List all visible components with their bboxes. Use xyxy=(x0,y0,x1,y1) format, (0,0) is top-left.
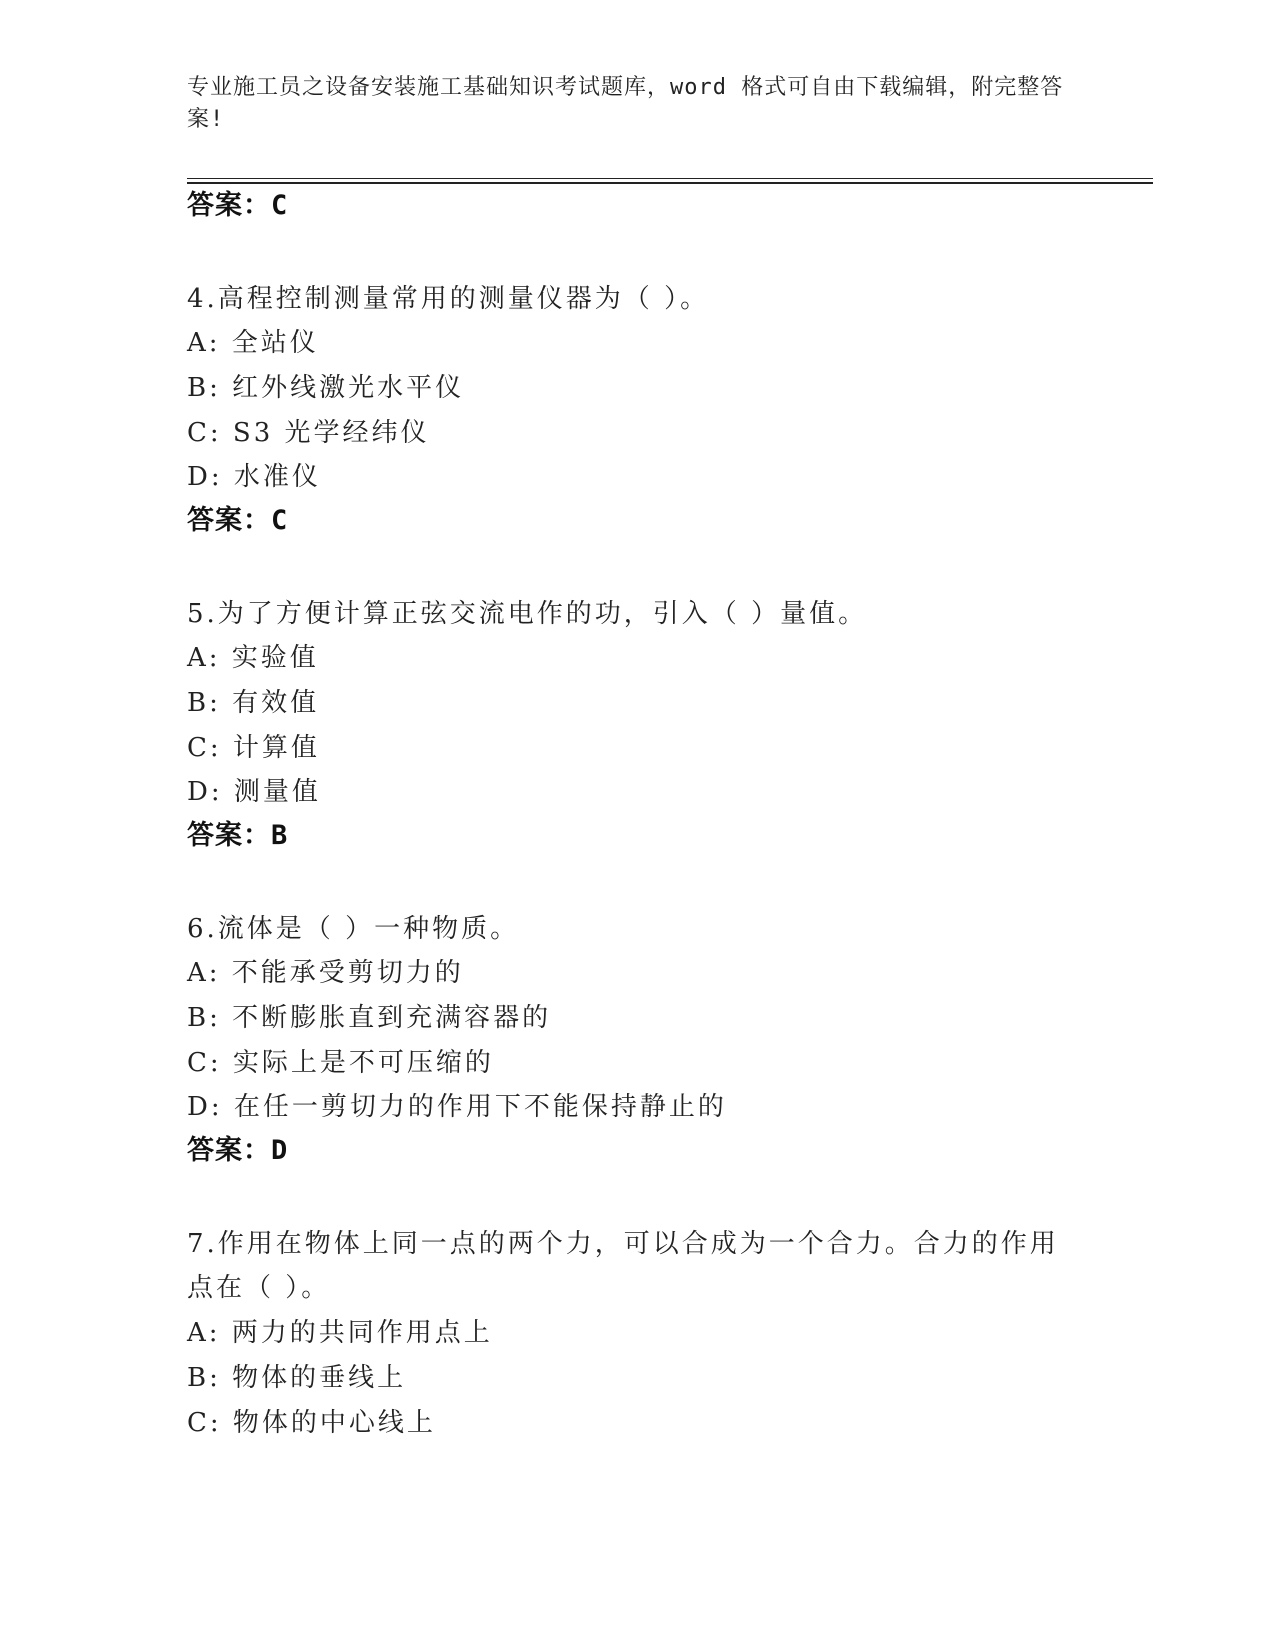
question-6-option-c: C: 实际上是不可压缩的 xyxy=(187,1048,494,1078)
question-6-option-a: A: 不能承受剪切力的 xyxy=(187,958,464,988)
question-4-answer: 答案：C xyxy=(187,505,289,536)
question-5-option-b: B: 有效值 xyxy=(187,688,320,718)
question-5-option-c: C: 计算值 xyxy=(187,733,320,763)
document-header: 专业施工员之设备安装施工基础知识考试题库，word 格式可自由下载编辑，附完整答案! xyxy=(187,75,1064,132)
question-7-option-a: A: 两力的共同作用点上 xyxy=(187,1318,493,1348)
question-6-option-d: D: 在任一剪切力的作用下不能保持静止的 xyxy=(187,1092,727,1122)
question-7-stem-line-2: 点在（ ）。 xyxy=(187,1273,331,1303)
question-6-option-b: B: 不断膨胀直到充满容器的 xyxy=(187,1003,552,1033)
question-4-option-c: C: S3 光学经纬仪 xyxy=(187,418,430,448)
header-rule-thick xyxy=(187,182,1153,184)
leading-answer: 答案：C xyxy=(187,190,289,221)
question-5-option-a: A: 实验值 xyxy=(187,643,319,673)
question-4-option-b: B: 红外线激光水平仪 xyxy=(187,373,465,403)
question-7-option-b: B: 物体的垂线上 xyxy=(187,1363,407,1393)
question-5-option-d: D: 测量值 xyxy=(187,777,321,807)
question-6-stem: 6.流体是（ ）一种物质。 xyxy=(187,914,520,944)
question-5-stem: 5.为了方便计算正弦交流电作的功，引入（ ）量值。 xyxy=(187,599,868,629)
question-6-answer: 答案：D xyxy=(187,1135,289,1166)
question-4-option-a: A: 全站仪 xyxy=(187,328,319,358)
question-7-option-c: C: 物体的中心线上 xyxy=(187,1408,436,1438)
question-4-stem: 4.高程控制测量常用的测量仪器为（ ）。 xyxy=(187,284,710,314)
question-5-answer: 答案：B xyxy=(187,820,289,851)
question-4-option-d: D: 水准仪 xyxy=(187,462,321,492)
header-rule-thin xyxy=(187,178,1153,179)
question-7-stem-line-1: 7.作用在物体上同一点的两个力，可以合成为一个合力。合力的作用 xyxy=(187,1229,1059,1259)
